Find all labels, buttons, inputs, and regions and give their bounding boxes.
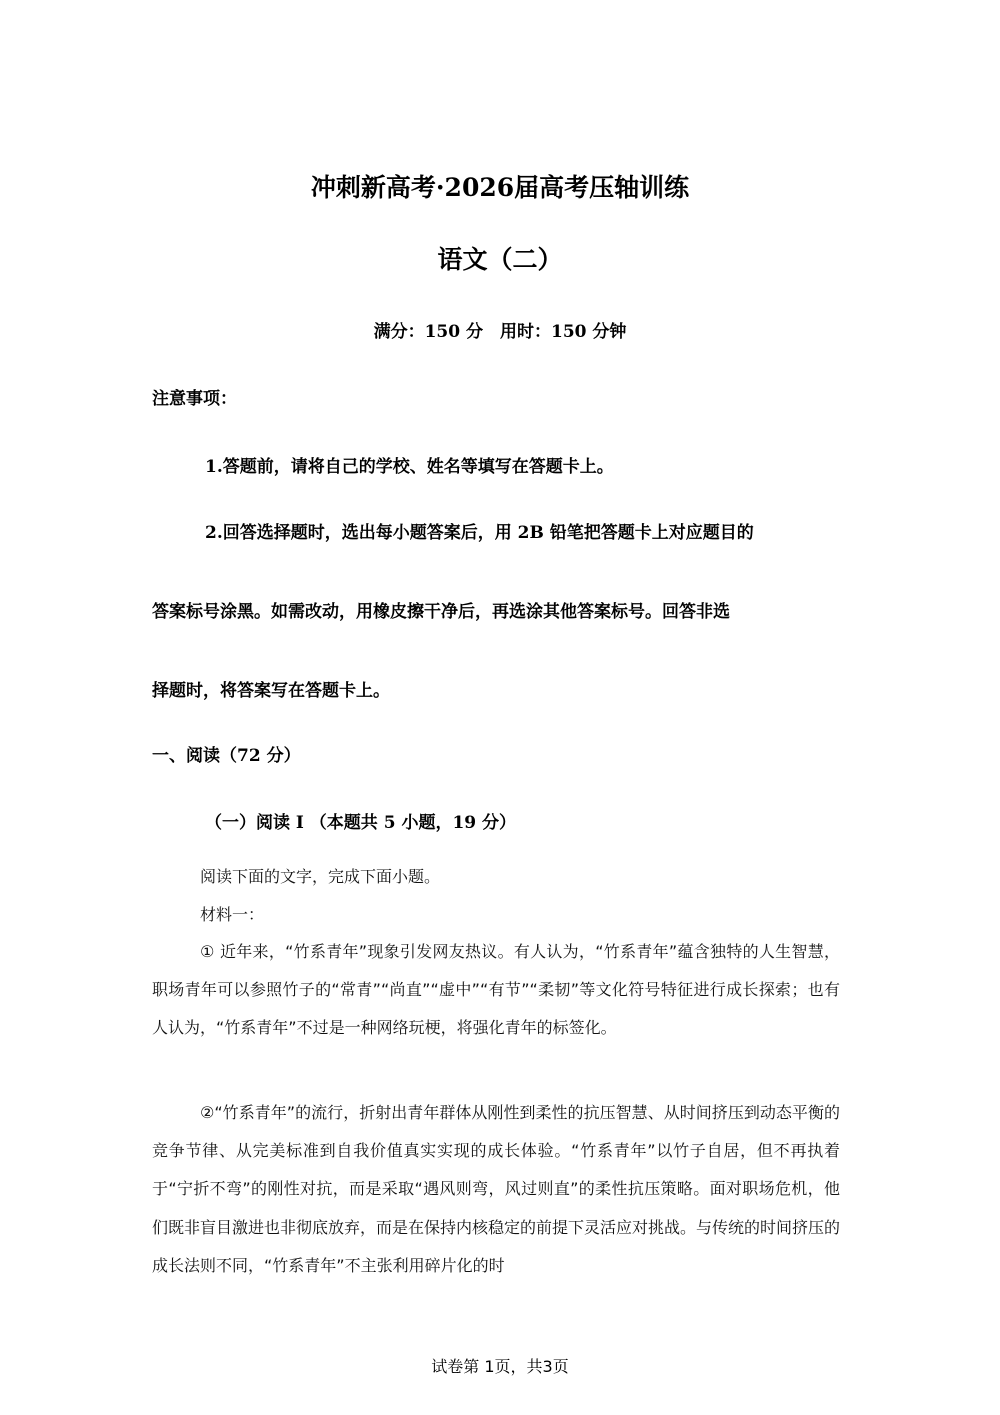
exam-title: 冲刺新高考·2026届高考压轴训练 — [310, 173, 690, 202]
material-label: 材料一： — [200, 905, 265, 924]
page-footer: 试卷第 1页，共3页 — [431, 1357, 569, 1376]
subject-title: 语文（二） — [437, 245, 563, 274]
notes-heading: 注意事项： — [152, 389, 237, 409]
note-item-2-line-1: 2.回答选择题时，选出每小题答案后，用 2B 铅笔把答题卡上对应题目的 — [205, 523, 754, 543]
score-time-line: 满分：150 分 用时：150 分钟 — [373, 322, 627, 342]
paragraph-1: ① 近年来，“竹系青年”现象引发网友热议。有人认为，“竹系青年”蕴含独特的人生智慧，职场青年可以参照竹子的“常青”“尚直”“虚中”“有节”“柔韧”等文化符号特征进行成长探索；也有人认为，“竹系青年”不过是一种网络玩梗，将强化青年的标签化。 — [152, 942, 840, 1038]
note-item-1: 1.答题前，请将自己的学校、姓名等填写在答题卡上。 — [205, 457, 614, 477]
note-item-2-line-2: 答案标号涂黑。如需改动，用橡皮擦干净后，再选涂其他答案标号。回答非选 — [152, 602, 730, 622]
section-heading: 一、阅读（72 分） — [152, 746, 301, 766]
reading-instruction: 阅读下面的文字，完成下面小题。 — [200, 867, 441, 886]
sub-section-heading: （一）阅读 I （本题共 5 小题，19 分） — [205, 813, 517, 833]
paragraph-2: ②“竹系青年”的流行，折射出青年群体从刚性到柔性的抗压智慧、从时间挤压到动态平衡的竞争节律、从完美标准到自我价值真实实现的成长体验。“竹系青年”以竹子自居，但不再执着于“宁折不弯”的刚性对抗，而是采取“遇风则弯，风过则直”的柔性抗压策略。面对职场危机，他们既非盲目激进也非彻底放弃，而是在保持内核稳定的前提下灵活应对挑战。与传统的时间挤压的成长法则不同，“竹系青年”不主张利用碎片化的时 — [152, 1103, 841, 1275]
note-item-2-line-3: 择题时，将答案写在答题卡上。 — [152, 681, 390, 701]
